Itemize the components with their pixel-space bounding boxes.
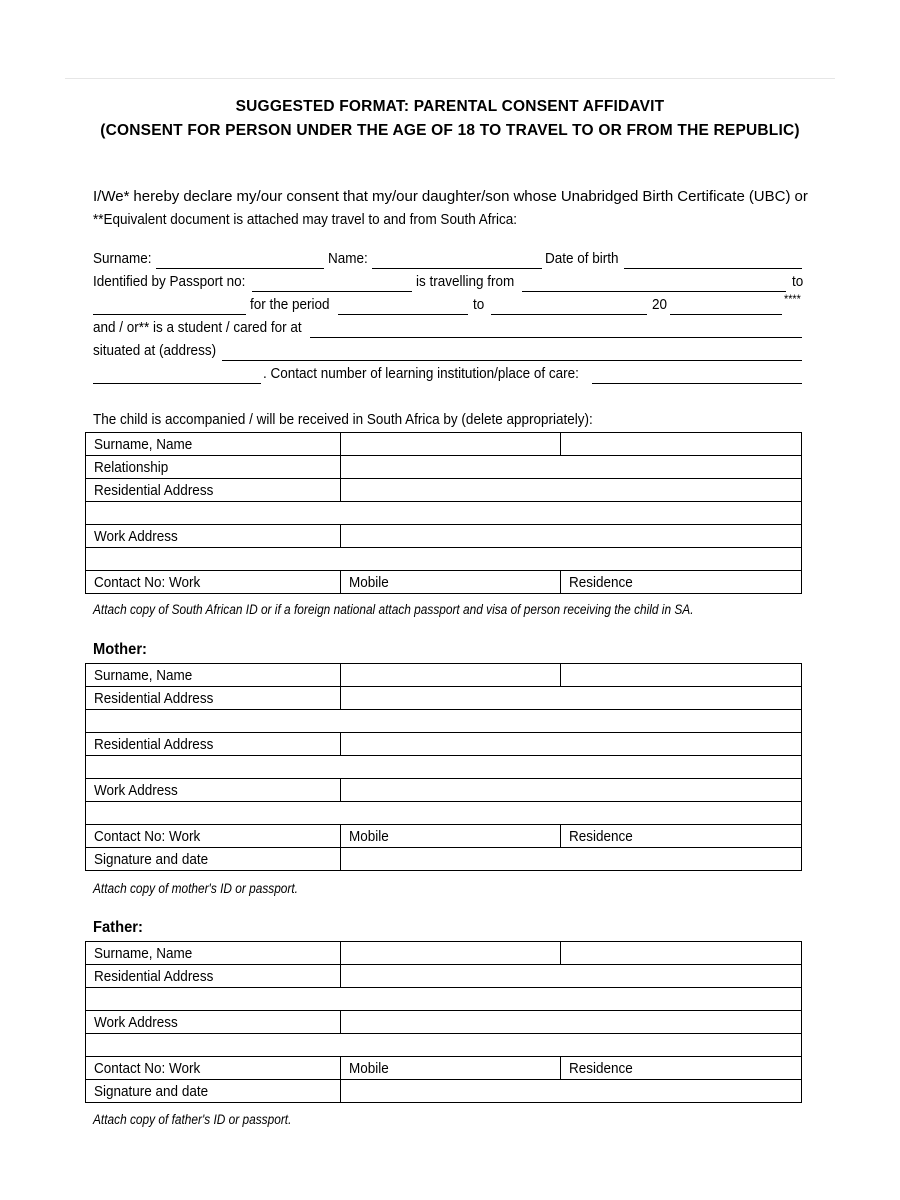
table-row	[86, 756, 802, 779]
period-to-field[interactable]	[491, 314, 647, 315]
mother-residential-2-cell[interactable]	[341, 733, 802, 756]
table-row	[86, 525, 802, 548]
accompanied-contact-work-cell[interactable]	[86, 571, 341, 594]
father-residence-cell[interactable]	[561, 1057, 802, 1080]
table-row	[86, 456, 802, 479]
father-heading: Father:	[93, 919, 143, 936]
accompanied-residential-label: Residential Address	[94, 481, 214, 499]
accompanied-name-cell[interactable]	[561, 433, 802, 456]
institution-contact-field[interactable]	[592, 383, 802, 384]
declaration-word: consent	[286, 188, 339, 205]
surname-field[interactable]	[156, 268, 324, 269]
mobile-label: Mobile	[349, 1059, 389, 1077]
declaration-word: Unabridged	[560, 188, 639, 205]
father-table	[85, 941, 802, 1103]
table-row	[86, 571, 802, 594]
declaration-word: my/our	[236, 188, 283, 205]
father-work-cont-cell[interactable]	[86, 1034, 802, 1057]
accompanied-relationship-label: Relationship	[94, 458, 169, 476]
declaration-word: or	[794, 188, 808, 205]
declaration-word: my/our	[372, 188, 418, 205]
mother-surname-cell[interactable]	[341, 664, 561, 687]
institution-contact-label: . Contact number of learning institution/place of care:	[263, 365, 579, 382]
accompanied-residence-cell[interactable]	[561, 571, 802, 594]
table-row	[86, 687, 802, 710]
declaration-word: Certificate	[677, 188, 745, 205]
to-label: to	[792, 273, 804, 290]
table-row	[86, 825, 802, 848]
table-row	[86, 733, 802, 756]
accompanied-note: Attach copy of South African ID or if a foreign national attach passport and visa of person receiving the child in SA.	[93, 602, 694, 617]
accompanied-relationship-cell[interactable]	[341, 456, 802, 479]
accompanied-work-label: Work Address	[94, 527, 178, 545]
accompanied-surname-label: Surname, Name	[94, 435, 193, 453]
table-row	[86, 1057, 802, 1080]
mother-work-cont-cell[interactable]	[86, 802, 802, 825]
period-from-field[interactable]	[338, 314, 468, 315]
passport-label: Identified by Passport no:	[93, 273, 246, 290]
travelling-from-label: is travelling from	[416, 273, 515, 290]
father-residential-cont-cell[interactable]	[86, 988, 802, 1011]
father-residential-label: Residential Address	[94, 967, 214, 985]
table-row	[86, 1034, 802, 1057]
table-row	[86, 433, 802, 456]
mobile-label: Mobile	[349, 827, 389, 845]
dob-field[interactable]	[624, 268, 802, 269]
mother-work-label: Work Address	[94, 781, 178, 799]
mother-signature-cell[interactable]	[341, 848, 802, 871]
residence-label: Residence	[569, 573, 633, 591]
declaration-word: hereby	[133, 188, 180, 205]
father-surname-label: Surname, Name	[94, 944, 193, 962]
destination-field[interactable]	[93, 314, 246, 315]
father-mobile-cell[interactable]	[341, 1057, 561, 1080]
year-field[interactable]	[670, 314, 782, 315]
dob-label: Date of birth	[545, 250, 619, 267]
address-field[interactable]	[222, 360, 802, 361]
surname-label: Surname:	[93, 250, 152, 267]
accompanied-residential-cell[interactable]	[341, 479, 802, 502]
contact-work-label: Contact No: Work	[94, 573, 201, 591]
mother-note: Attach copy of mother's ID or passport.	[93, 881, 298, 896]
table-row	[86, 848, 802, 871]
mother-name-cell[interactable]	[561, 664, 802, 687]
accompanied-residential-cont-cell[interactable]	[86, 502, 802, 525]
mother-contact-work-cell[interactable]	[86, 825, 341, 848]
father-note: Attach copy of father's ID or passport.	[93, 1112, 292, 1127]
table-row	[86, 1080, 802, 1103]
address-continuation-field[interactable]	[93, 383, 261, 384]
father-residential-cell[interactable]	[341, 965, 802, 988]
document-subtitle: (CONSENT FOR PERSON UNDER THE AGE OF 18 TO TRAVEL TO OR FROM THE REPUBLIC)	[100, 122, 800, 139]
table-row	[86, 942, 802, 965]
father-work-label: Work Address	[94, 1013, 178, 1031]
document-title: SUGGESTED FORMAT: PARENTAL CONSENT AFFIDAVIT	[235, 98, 665, 115]
stars-marker: ****	[784, 292, 801, 306]
declaration-word: whose	[513, 188, 557, 205]
table-row	[86, 988, 802, 1011]
father-signature-cell[interactable]	[341, 1080, 802, 1103]
accompanied-table	[85, 432, 802, 594]
accompanied-work-cell[interactable]	[341, 525, 802, 548]
contact-work-label: Contact No: Work	[94, 827, 201, 845]
period-label: for the period	[250, 296, 330, 313]
table-row	[86, 502, 802, 525]
contact-work-label: Contact No: Work	[94, 1059, 201, 1077]
declaration-word: that	[342, 188, 368, 205]
accompanied-surname-cell[interactable]	[341, 433, 561, 456]
table-row	[86, 664, 802, 687]
declaration-paragraph	[93, 185, 808, 231]
mother-residence-cell[interactable]	[561, 825, 802, 848]
table-row	[86, 1011, 802, 1034]
accompanied-work-cont-cell[interactable]	[86, 548, 802, 571]
mother-signature-label: Signature and date	[94, 850, 209, 868]
declaration-line-2: **Equivalent document is attached may travel to and from South Africa:	[93, 211, 517, 228]
mother-residential-cont-cell[interactable]	[86, 710, 802, 733]
accompanied-mobile-cell[interactable]	[341, 571, 561, 594]
mother-residential-2-cont-cell[interactable]	[86, 756, 802, 779]
residence-label: Residence	[569, 827, 633, 845]
declaration-word: declare	[183, 188, 233, 205]
mobile-label: Mobile	[349, 573, 389, 591]
page-top-divider	[65, 78, 835, 79]
name-field[interactable]	[372, 268, 542, 269]
father-work-cell[interactable]	[341, 1011, 802, 1034]
table-row	[86, 479, 802, 502]
student-label: and / or** is a student / cared for at	[93, 319, 302, 336]
mother-residential-cell[interactable]	[341, 687, 802, 710]
declaration-line-1	[93, 185, 808, 208]
year-label: 20	[652, 296, 668, 313]
table-row	[86, 965, 802, 988]
father-surname-cell[interactable]	[341, 942, 561, 965]
mother-surname-label: Surname, Name	[94, 666, 193, 684]
father-contact-work-cell[interactable]	[86, 1057, 341, 1080]
table-row	[86, 802, 802, 825]
travelling-from-field[interactable]	[522, 291, 786, 292]
institution-field[interactable]	[310, 337, 802, 338]
father-signature-label: Signature and date	[94, 1082, 209, 1100]
mother-heading: Mother:	[93, 641, 147, 658]
mother-residential-label: Residential Address	[94, 689, 214, 707]
mother-residential-2-label: Residential Address	[94, 735, 214, 753]
declaration-word: daughter/son	[421, 188, 510, 205]
declaration-word: Birth	[642, 188, 674, 205]
residence-label: Residence	[569, 1059, 633, 1077]
mother-work-cell[interactable]	[341, 779, 802, 802]
table-row	[86, 548, 802, 571]
declaration-word: I/We*	[93, 188, 130, 205]
table-row	[86, 710, 802, 733]
accompanied-intro: The child is accompanied / will be received in South Africa by (delete appropriately):	[93, 411, 593, 428]
mother-table	[85, 663, 802, 871]
passport-field[interactable]	[252, 291, 412, 292]
period-to-label: to	[473, 296, 485, 313]
name-label: Name:	[328, 250, 368, 267]
address-label: situated at (address)	[93, 342, 217, 359]
table-row	[86, 779, 802, 802]
father-name-cell[interactable]	[561, 942, 802, 965]
declaration-word: (UBC)	[748, 188, 791, 205]
mother-mobile-cell[interactable]	[341, 825, 561, 848]
